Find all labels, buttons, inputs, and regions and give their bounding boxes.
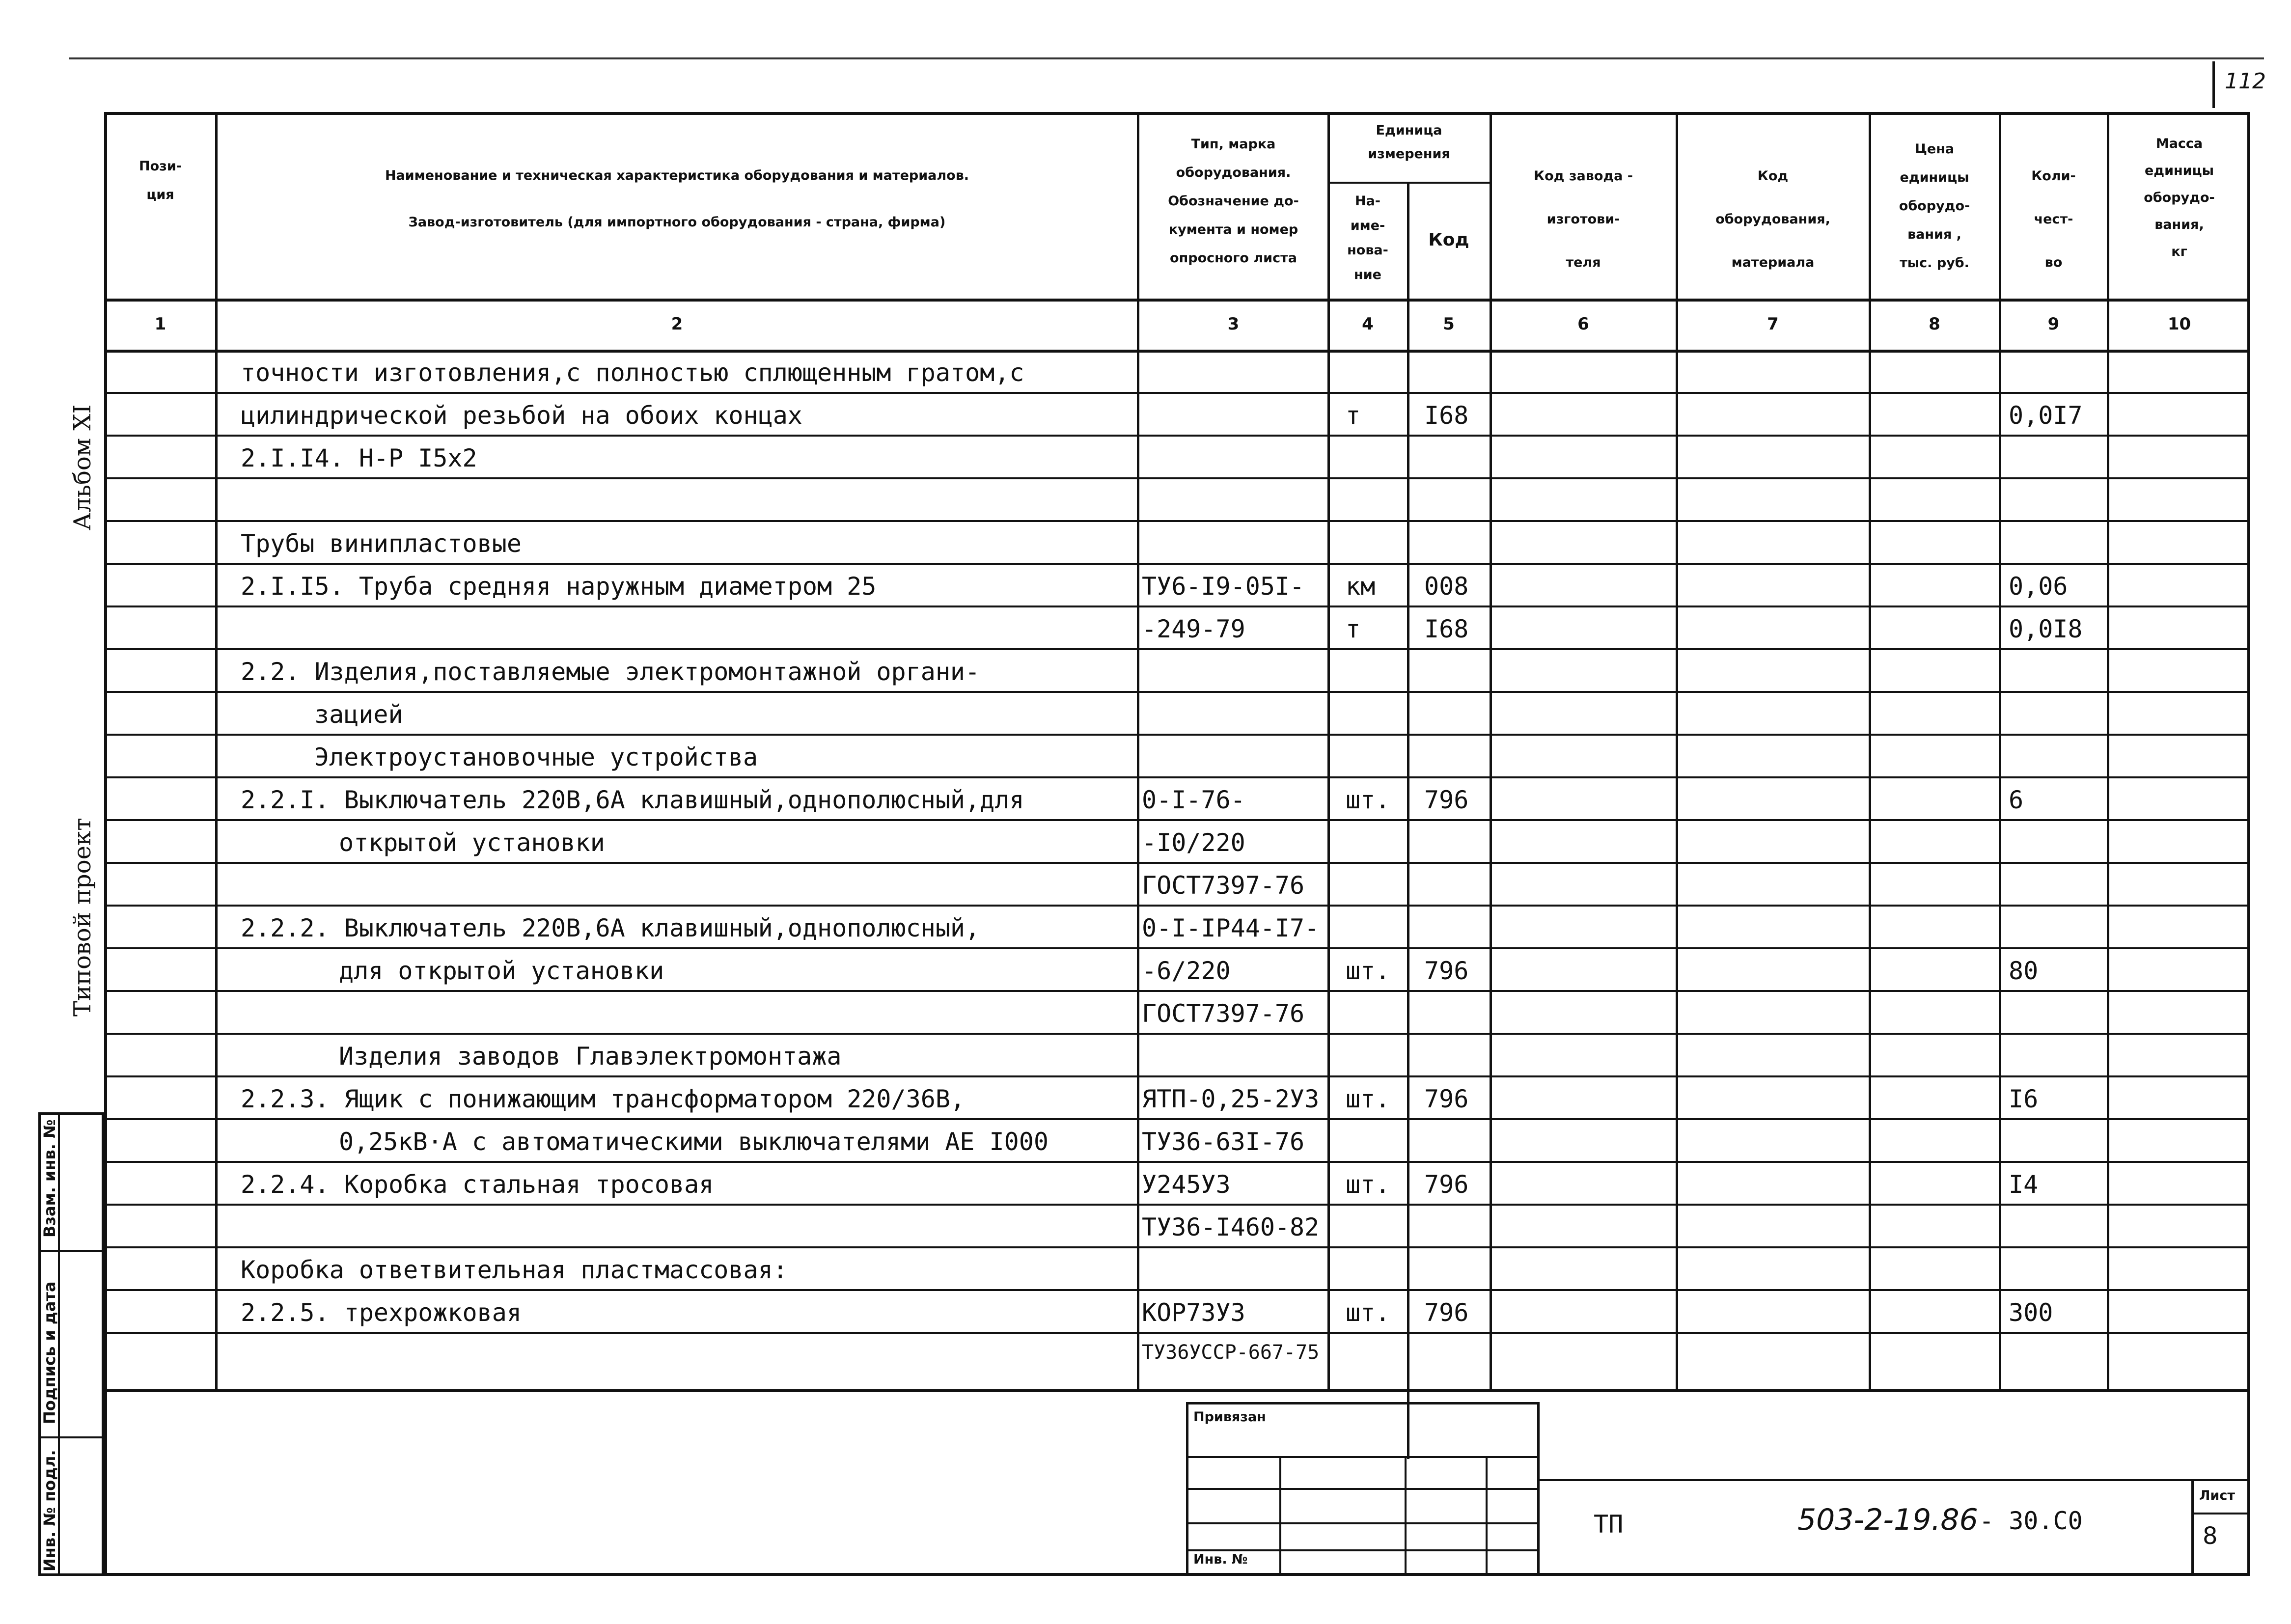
row-line [104, 477, 2250, 479]
row-name: 2.I.I4. Н-Р I5x2 [241, 444, 477, 472]
page-number: 112 [2225, 69, 2266, 94]
sheet-number: 8 [2203, 1522, 2218, 1550]
header-factory-code: Код завода - изготови- теля [1534, 168, 1633, 270]
privyazan-vline [1405, 1456, 1407, 1576]
col-line [1327, 112, 1330, 1389]
row-doc: ГОСТ7397-76 [1142, 871, 1305, 900]
row-code: 796 [1424, 786, 1469, 814]
row-line [104, 435, 2250, 437]
row-line [104, 563, 2250, 565]
row-qty: 0,0I7 [2009, 401, 2083, 430]
row-qty: 80 [2009, 957, 2039, 985]
row-line [104, 862, 2250, 864]
row-doc: -249-79 [1142, 615, 1245, 643]
stamp-row-line [38, 1250, 104, 1252]
col-line [215, 112, 218, 1389]
col-number: 2 [671, 314, 683, 334]
row-line [104, 1289, 2250, 1291]
row-line [104, 392, 2250, 394]
row-line [104, 1033, 2250, 1035]
row-unit: т [1346, 615, 1361, 643]
col-line [1490, 112, 1492, 1389]
col-line [1999, 112, 2001, 1389]
document-code: 503-2-19.86 [1797, 1503, 1978, 1537]
row-line [104, 819, 2250, 821]
row-line [104, 691, 2250, 693]
row-line [104, 905, 2250, 907]
row-name: Коробка ответвительная пластмассовая: [241, 1256, 788, 1284]
row-qty: 0,0I8 [2009, 615, 2083, 643]
col-number: 8 [1929, 314, 1940, 334]
row-name: точности изготовления,с полностью сплющенным гратом,с [241, 358, 1024, 387]
row-line [104, 299, 2250, 302]
album-label: Альбом XI [69, 404, 96, 530]
col-number: 10 [2167, 314, 2191, 334]
row-name: Изделия заводов Главэлектромонтажа [339, 1042, 842, 1071]
row-qty: I4 [2009, 1170, 2039, 1199]
row-unit: км [1346, 572, 1376, 601]
stamp-vzam: Взам. инв. № [40, 1119, 59, 1238]
row-doc: 0-I-IP44-I7- [1142, 914, 1320, 942]
row-code: I68 [1424, 615, 1469, 643]
row-line [104, 1161, 2250, 1163]
sheet-box-line [2191, 1513, 2250, 1514]
row-code: 796 [1424, 957, 1469, 985]
col-line [1869, 112, 1871, 1389]
row-name: Электроустановочные устройства [314, 743, 758, 771]
row-unit: шт. [1346, 786, 1390, 814]
header-unit: Единица измерения [1368, 123, 1450, 162]
col-number: 5 [1443, 314, 1455, 334]
row-name: 0,25кВ·А с автоматическими выключателями АЕ I000 [339, 1128, 1049, 1156]
row-name: цилиндрической резьбой на обоих концах [241, 401, 802, 430]
col-number: 6 [1577, 314, 1589, 334]
header-type: Тип, марка оборудования. Обозначение до- кумента и номер опросного листа [1168, 137, 1299, 266]
row-line [104, 520, 2250, 522]
row-line [104, 1389, 2250, 1392]
col-line [1676, 112, 1678, 1389]
row-code: I68 [1424, 401, 1469, 430]
privyazan-label: Привязан [1193, 1409, 1266, 1425]
project-label: Типовой проект [69, 818, 96, 1017]
row-line [104, 350, 2250, 353]
row-name: 2.2.3. Ящик с понижающим трансформатором 220/36В, [241, 1085, 966, 1113]
row-unit: шт. [1346, 1085, 1390, 1113]
row-line [104, 776, 2250, 778]
row-qty: I6 [2009, 1085, 2039, 1113]
row-name: открытой установки [339, 828, 605, 857]
header-position: Пози- ция [139, 159, 182, 202]
row-doc: ТУ36-63I-76 [1142, 1128, 1305, 1156]
row-doc: ГОСТ7397-76 [1142, 999, 1305, 1028]
row-qty: 300 [2009, 1298, 2053, 1327]
row-line [1327, 182, 1490, 184]
row-qty: 0,06 [2009, 572, 2068, 601]
row-unit: шт. [1346, 1298, 1390, 1327]
row-doc: У245УЗ [1142, 1170, 1231, 1199]
row-code: 796 [1424, 1298, 1469, 1327]
top-rule [69, 57, 2264, 59]
row-line [104, 1118, 2250, 1120]
row-unit: шт. [1346, 957, 1390, 985]
col-number: 9 [2047, 314, 2060, 334]
header-unit-code: Код [1428, 230, 1469, 250]
sheet-label: Лист [2199, 1488, 2235, 1503]
row-name: для открытой установки [339, 957, 664, 985]
row-line [104, 734, 2250, 736]
row-line [104, 1332, 2250, 1334]
row-qty: 6 [2009, 786, 2024, 814]
header-mass: Масса единицы оборудо- вания, кг [2144, 136, 2215, 259]
row-unit: шт. [1346, 1170, 1390, 1199]
row-doc: ЯТП-0,25-2УЗ [1142, 1085, 1320, 1113]
col-line [2107, 112, 2109, 1389]
header-name: Наименование и техническая характеристика оборудования и материалов. Завод-изготовитель (для импортного оборудования - страна, фирма) [385, 168, 969, 230]
col-number: 4 [1362, 314, 1374, 334]
tp-label: ТП [1594, 1510, 1624, 1539]
row-code: 796 [1424, 1085, 1469, 1113]
stamp-row-line [38, 1436, 104, 1438]
row-doc: -6/220 [1142, 957, 1231, 985]
header-unit-name: На- име- нова- ние [1347, 193, 1388, 282]
document-suffix: - 30.C0 [1979, 1507, 2083, 1535]
col-number: 1 [154, 314, 166, 334]
row-name: зацией [314, 700, 403, 729]
row-line [104, 990, 2250, 992]
row-line [104, 606, 2250, 607]
row-line [104, 947, 2250, 949]
row-code: 796 [1424, 1170, 1469, 1199]
header-price: Цена единицы оборудо- вания , тыс. руб. [1899, 141, 1970, 271]
row-unit: т [1346, 401, 1361, 430]
row-name: 2.I.I5. Труба средняя наружным диаметром 25 [241, 572, 877, 601]
row-line [104, 648, 2250, 650]
col-line [1137, 112, 1139, 1389]
header-equipment-code: Код оборудования, материала [1715, 168, 1830, 270]
row-name: 2.2.2. Выключатель 220В,6А клавишный,однополюсный, [241, 914, 980, 942]
header-quantity: Коли- чест- во [2031, 168, 2076, 270]
row-name: 2.2.I. Выключатель 220В,6А клавишный,однополюсный,для [241, 786, 1024, 814]
row-line [104, 1075, 2250, 1077]
privyazan-vline [1279, 1456, 1281, 1576]
row-line [104, 1204, 2250, 1206]
col-number: 3 [1227, 314, 1240, 334]
titleblock-line [1540, 1479, 2250, 1481]
row-name: 2.2.4. Коробка стальная тросовая [241, 1170, 714, 1199]
row-name: Трубы винипластовые [241, 529, 522, 558]
privyazan-vline [1486, 1456, 1488, 1576]
stamp-podpis: Подпись и дата [40, 1281, 59, 1424]
row-doc: ТУ6-I9-05I- [1142, 572, 1305, 601]
row-doc: ТУ36-I460-82 [1142, 1213, 1320, 1241]
row-doc: -I0/220 [1142, 828, 1245, 857]
inv-no-label: Инв. № [1193, 1552, 1248, 1567]
row-name: 2.2.5. трехрожковая [241, 1298, 522, 1327]
col-number: 7 [1767, 314, 1779, 334]
row-doc: 0-I-76- [1142, 786, 1245, 814]
row-doc: ТУ36УССР-667-75 [1142, 1341, 1320, 1364]
stamp-inv-podl: Инв. № подл. [40, 1450, 59, 1571]
row-code: 008 [1424, 572, 1469, 601]
row-line [104, 1246, 2250, 1248]
row-doc: КОР73УЗ [1142, 1298, 1245, 1327]
row-name: 2.2. Изделия,поставляемые электромонтажной органи- [241, 658, 980, 686]
